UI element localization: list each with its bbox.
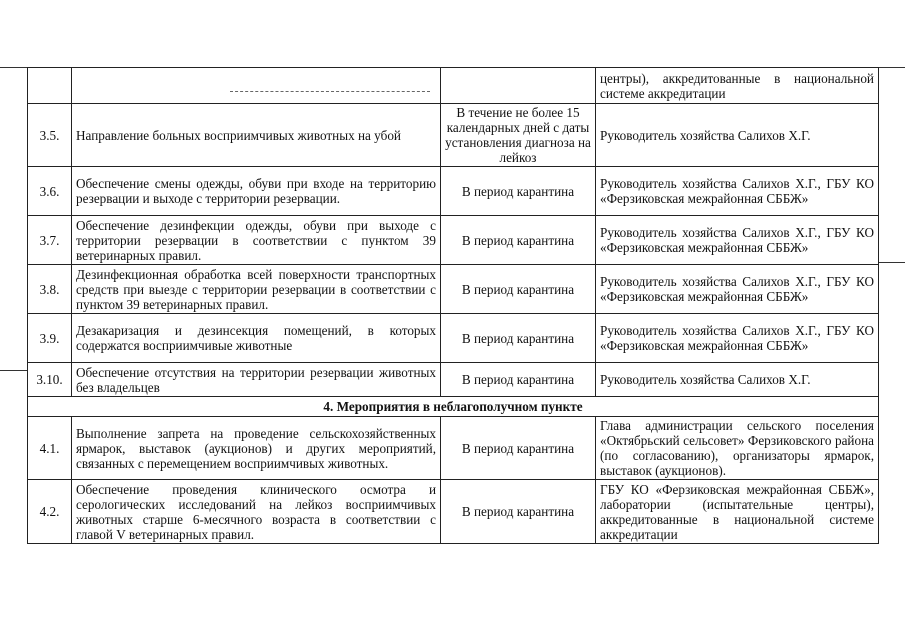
term-cell: В период карантина bbox=[441, 417, 596, 480]
action-cell: Дезакаризация и дезинсекция помещений, в которых содержатся восприимчивые животные bbox=[72, 314, 441, 363]
responsible-cell: центры), аккредитованные в национальной системе аккредитации bbox=[596, 68, 879, 104]
responsible-cell: Руководитель хозяйства Салихов Х.Г., ГБУ КО «Ферзиковская межрайонная СББЖ» bbox=[596, 314, 879, 363]
action-cell: Обеспечение смены одежды, обуви при входе на территорию резервации и выходе с территории резервации. bbox=[72, 167, 441, 216]
table-row bbox=[28, 104, 879, 167]
scan-edge-line-top-right bbox=[878, 67, 905, 68]
term-cell: В течение не более 15 календарных дней с даты установления диагноза на лейкоз bbox=[441, 104, 596, 167]
action-cell: Обеспечение дезинфекции одежды, обуви при выходе с территории резервации в соответствии с пунктом 39 ветеринарных правил. bbox=[72, 216, 441, 265]
row-number: 4.2. bbox=[28, 480, 72, 544]
responsible-cell: Руководитель хозяйства Салихов Х.Г. bbox=[596, 363, 879, 397]
table-row bbox=[28, 68, 879, 104]
action-cell: Выполнение запрета на проведение сельскохозяйственных ярмарок, выставок (аукционов) и других мероприятий, связанных с перемещением восприимчивых животных. bbox=[72, 417, 441, 480]
action-cell: Дезинфекционная обработка всей поверхности транспортных средств при выезде с территории резервации в соответствии с пунктом 39 ветеринарных правил. bbox=[72, 265, 441, 314]
row-number: 3.7. bbox=[28, 216, 72, 265]
row-number: 3.9. bbox=[28, 314, 72, 363]
table-row bbox=[28, 480, 879, 544]
action-cell bbox=[72, 68, 441, 104]
term-cell: В период карантина bbox=[441, 314, 596, 363]
action-cell: Направление больных восприимчивых животных на убой bbox=[72, 104, 441, 167]
section-title: 4. Мероприятия в неблагополучном пункте bbox=[28, 397, 879, 417]
table-row bbox=[28, 363, 879, 397]
scan-edge-line-mid-right bbox=[878, 262, 905, 263]
row-number: 3.5. bbox=[28, 104, 72, 167]
quarantine-measures-table bbox=[27, 67, 879, 544]
row-number: 3.8. bbox=[28, 265, 72, 314]
term-cell: В период карантина bbox=[441, 216, 596, 265]
term-cell bbox=[441, 68, 596, 104]
table-row bbox=[28, 265, 879, 314]
responsible-cell: Глава администрации сельского поселения «Октябрьский сельсовет» Ферзиковского района (по согласованию), организаторы ярмарок, выставок (аукционов). bbox=[596, 417, 879, 480]
responsible-cell: Руководитель хозяйства Салихов Х.Г., ГБУ КО «Ферзиковская межрайонная СББЖ» bbox=[596, 167, 879, 216]
term-cell: В период карантина bbox=[441, 167, 596, 216]
table-row bbox=[28, 314, 879, 363]
action-cell: Обеспечение проведения клинического осмотра и серологических исследований на лейкоз восприимчивых животных старше 6-месячного возраста в соответствии с главой V ветеринарных правил. bbox=[72, 480, 441, 544]
scan-edge-line-top-left bbox=[0, 67, 27, 68]
term-cell: В период карантина bbox=[441, 265, 596, 314]
responsible-cell: Руководитель хозяйства Салихов Х.Г., ГБУ КО «Ферзиковская межрайонная СББЖ» bbox=[596, 265, 879, 314]
row-number: 3.6. bbox=[28, 167, 72, 216]
scan-edge-line-mid-left bbox=[0, 370, 27, 371]
table-row bbox=[28, 216, 879, 265]
table-row bbox=[28, 167, 879, 216]
responsible-cell: Руководитель хозяйства Салихов Х.Г. bbox=[596, 104, 879, 167]
section-header-row bbox=[28, 397, 879, 417]
action-cell: Обеспечение отсутствия на территории резервации животных без владельцев bbox=[72, 363, 441, 397]
responsible-cell: ГБУ КО «Ферзиковская межрайонная СББЖ», лаборатории (испытательные центры), аккредитованные в национальной системе аккредитации bbox=[596, 480, 879, 544]
table-row bbox=[28, 417, 879, 480]
row-number: 3.10. bbox=[28, 363, 72, 397]
responsible-cell: Руководитель хозяйства Салихов Х.Г., ГБУ КО «Ферзиковская межрайонная СББЖ» bbox=[596, 216, 879, 265]
row-number bbox=[28, 68, 72, 104]
row-number: 4.1. bbox=[28, 417, 72, 480]
term-cell: В период карантина bbox=[441, 363, 596, 397]
term-cell: В период карантина bbox=[441, 480, 596, 544]
